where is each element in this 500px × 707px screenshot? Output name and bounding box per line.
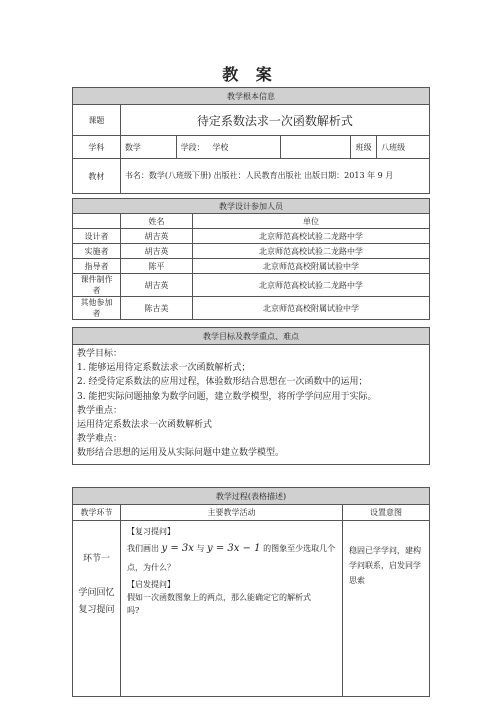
member-unit: 北京师范高校试验二龙路中学 bbox=[193, 274, 430, 297]
inspire-question-2: 吗? bbox=[127, 606, 140, 615]
goals-header: 教学目标及教学重点、难点 bbox=[73, 328, 430, 345]
table-row bbox=[73, 297, 430, 320]
empty-cell bbox=[281, 136, 351, 159]
goals-line: 教学目标： bbox=[77, 349, 123, 359]
stage-cell bbox=[176, 136, 281, 159]
members-table bbox=[72, 198, 430, 320]
member-name: 胡吉英 bbox=[121, 274, 193, 297]
equation-1: y = 3x bbox=[161, 543, 194, 554]
topic-value: 待定系数法求一次函数解析式 bbox=[120, 105, 429, 136]
subject-value: 数学 bbox=[120, 136, 176, 159]
process-col-stage: 教学环节 bbox=[73, 505, 121, 521]
intent-cell: 稳固已学学问，建构学问联系，启发同学思索 bbox=[343, 521, 430, 697]
goals-line: 教学重点： bbox=[77, 405, 123, 416]
member-role: 实施者 bbox=[73, 244, 121, 259]
goals-table bbox=[72, 327, 430, 465]
member-role: 课件制作者 bbox=[73, 274, 121, 297]
member-role: 指导者 bbox=[73, 259, 121, 274]
inspire-tag: 【启发提问】 bbox=[127, 580, 175, 589]
member-name: 胡吉英 bbox=[121, 244, 193, 259]
goals-body bbox=[73, 345, 430, 465]
member-unit: 北京师范高校附属试验中学 bbox=[193, 297, 430, 320]
table-row bbox=[73, 274, 430, 297]
process-header: 教学过程(表格描述) bbox=[73, 488, 430, 505]
inspire-question-1: 假如一次函数图象上的两点，那么能确定它的解析式 bbox=[127, 593, 311, 602]
page-title: 教 案 bbox=[222, 65, 278, 84]
goals-line: 1. 能够运用待定系数法求一次函数解析式； bbox=[77, 363, 251, 374]
process-col-intent: 设置意图 bbox=[343, 505, 430, 521]
member-role: 其他参加者 bbox=[73, 297, 121, 320]
grade-value: 八班级 bbox=[377, 136, 430, 159]
stage-line: 学问回忆 bbox=[78, 588, 115, 598]
equation-2: y = 3x − 1 bbox=[207, 543, 261, 554]
member-unit: 北京师范高校附属试验中学 bbox=[193, 259, 430, 274]
member-role: 设计者 bbox=[73, 229, 121, 244]
member-unit: 北京师范高校试验二龙路中学 bbox=[193, 244, 430, 259]
table-row bbox=[73, 259, 430, 274]
basic-info-header: 教学根本信息 bbox=[73, 88, 430, 105]
members-col-name: 姓名 bbox=[121, 214, 193, 229]
table-row bbox=[73, 229, 430, 244]
stage-value: 学校 bbox=[212, 142, 229, 152]
process-col-activity: 主要教学活动 bbox=[121, 505, 343, 521]
topic-label: 课题 bbox=[73, 105, 121, 136]
stage-label: 学段： bbox=[180, 142, 205, 152]
review-tag: 【复习提问】 bbox=[127, 527, 175, 536]
members-corner bbox=[73, 214, 121, 229]
stage-cell bbox=[73, 521, 121, 697]
members-header: 教学设计参加人员 bbox=[73, 199, 430, 214]
goals-line: 3. 能把实际问题抽象为数学问题，建立数学模型，将所学学问应用于实际。 bbox=[77, 391, 377, 402]
goals-line: 教学难点： bbox=[77, 434, 123, 445]
members-col-unit: 单位 bbox=[193, 214, 430, 229]
review-question: 我们画出 y = 3x 与 y = 3x − 1 的图象至少选取几个 bbox=[127, 543, 336, 554]
table-row bbox=[73, 244, 430, 259]
basic-info-table bbox=[72, 87, 430, 194]
member-unit: 北京师范高校试验二龙路中学 bbox=[193, 229, 430, 244]
activity-cell bbox=[121, 521, 343, 697]
stage-line: 环节一 bbox=[82, 554, 110, 564]
textbook-label: 教材 bbox=[73, 159, 121, 194]
member-name: 陈平 bbox=[121, 259, 193, 274]
stage-line: 复习提问 bbox=[78, 605, 115, 615]
textbook-value: 书名：数学(八班级下册) 出版社：人民教育出版社 出版日期：2013 年 9 月 bbox=[120, 159, 429, 194]
member-name: 胡吉英 bbox=[121, 229, 193, 244]
subject-label: 学科 bbox=[73, 136, 121, 159]
goals-line: 运用待定系数法求一次函数解析式 bbox=[77, 420, 213, 431]
review-question-cont: 点，为什么？ bbox=[127, 563, 175, 572]
goals-line: 2. 经受待定系数法的应用过程，体验数形结合思想在一次函数中的运用； bbox=[77, 377, 368, 388]
member-name: 陈古美 bbox=[121, 297, 193, 320]
goals-line: 数形结合思想的运用及从实际问题中建立数学模型。 bbox=[77, 448, 285, 459]
grade-label: 班级 bbox=[351, 136, 377, 159]
process-table bbox=[72, 487, 430, 697]
